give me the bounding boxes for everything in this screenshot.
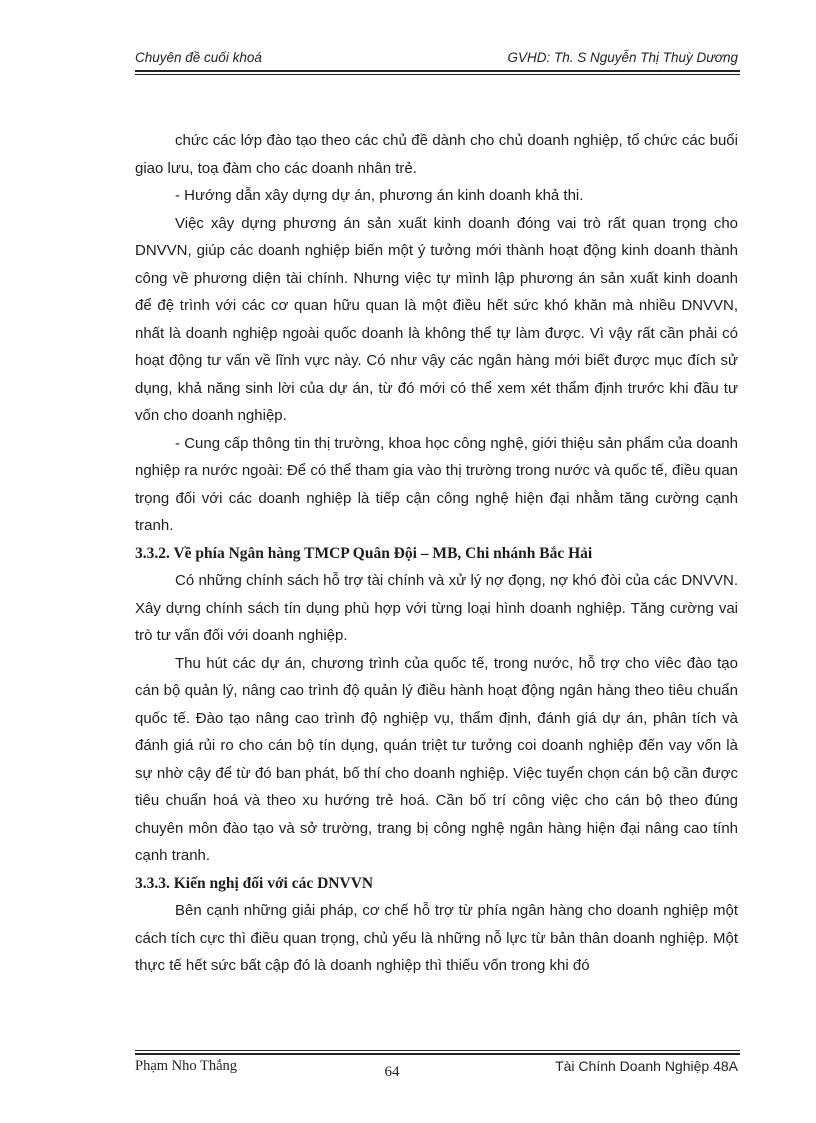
paragraph: Thu hút các dự án, chương trình của quốc tế, trong nước, hỗ trợ cho viêc đào tạo cán bộ quản lý, nâng cao trình độ quản lý điều hành hoạt động ngân hàng theo tiêu chuẩn quốc tế. Đào tạo nâng cao trình độ nghiệp vụ, thẩm định, đánh giá dự án, phân tích và đánh giá rủi ro cho cán bộ tín dụng, quán triệt tư tưởng coi doanh nghiệp đến vay vốn là sự nhờ cậy để từ đó ban phát, bố thí cho doanh nghiệp. Việc tuyển chọn cán bộ cần được tiêu chuẩn hoá và theo xu hướng trẻ hoá. Cần bố trí công việc cho cán bộ theo đúng chuyên môn đào tạo và sở trường, trang bị công nghệ ngân hàng hiện đại nâng cao tính cạnh tranh. <box>135 654 738 864</box>
paragraph: - Hướng dẫn xây dựng dự án, phương án kinh doanh khả thi. <box>175 187 584 204</box>
section-heading-3-3-3: 3.3.3. Kiến nghị đối với các DNVVN <box>135 874 374 892</box>
section-heading-3-3-2: 3.3.2. Về phía Ngân hàng TMCP Quân Đội – MB, Chi nhánh Bắc Hải <box>135 544 593 562</box>
footer-rule-thick <box>135 1053 740 1055</box>
header-title: Chuyên đề cuối khoá <box>135 50 262 65</box>
paragraph: - Cung cấp thông tin thị trường, khoa học công nghệ, giới thiệu sản phẩm của doanh nghiệp ra nước ngoài: Để có thể tham gia vào thị trường trong nước và quốc tế, điều quan trọng đối với các doanh nghiệp là tiếp cận công nghệ hiện đại nhằm tăng cường cạnh tranh. <box>135 434 738 534</box>
paragraph: Việc xây dựng phương án sản xuất kinh doanh đóng vai trò rất quan trọng cho DNVVN, giúp các doanh nghiệp biến một ý tưởng mới thành hoạt động kinh doanh thành công về phương diện tài chính. Nhưng việc tự mình lập phương án sản xuất kinh doanh để đệ trình với các cơ quan hữu quan là một điều hết sức khó khăn mà nhiều DNVVN, nhất là doanh nghiệp ngoài quốc doanh là không thể tự làm được. Vì vậy rất cần phải có hoạt động tư vấn về lĩnh vực này. Có như vậy các ngân hàng mới biết được mục đích sử dụng, khả năng sinh lời của dự án, từ đó mới có thể xem xét thẩm định trước khi đầu tư vốn cho doanh nghiệp. <box>135 214 738 424</box>
paragraph: chức các lớp đào tạo theo các chủ đề dành cho chủ doanh nghiệp, tổ chức các buổi giao lưu, toạ đàm cho các doanh nhân trẻ. <box>135 132 738 177</box>
header-rule-thin <box>135 74 740 75</box>
document-body <box>135 127 738 980</box>
page-header <box>135 48 740 70</box>
header-rule-thick <box>135 70 740 72</box>
footer-author: Phạm Nho Thắng <box>135 1058 238 1074</box>
page-number: 64 <box>384 1064 400 1080</box>
paragraph: Có những chính sách hỗ trợ tài chính và xử lý nợ đọng, nợ khó đòi của các DNVVN. Xây dựng chính sách tín dụng phù hợp với từng loại hình doanh nghiệp. Tăng cường vai trò tư vấn đối với doanh nghiệp. <box>135 572 738 644</box>
footer-course: Tài Chính Doanh Nghiệp 48A <box>555 1058 738 1074</box>
header-supervisor: GVHD: Th. S Nguyễn Thị Thuỳ Dương <box>507 50 738 65</box>
footer-rule-thin <box>135 1050 740 1051</box>
paragraph: Bên cạnh những giải pháp, cơ chế hỗ trợ từ phía ngân hàng cho doanh nghiệp một cách tích cực thì điều quan trọng, chủ yếu là những nỗ lực từ bản thân doanh nghiệp. Một thực tế hết sức bất cập đó là doanh nghiệp thì thiếu vốn trong khi đó <box>135 902 738 974</box>
